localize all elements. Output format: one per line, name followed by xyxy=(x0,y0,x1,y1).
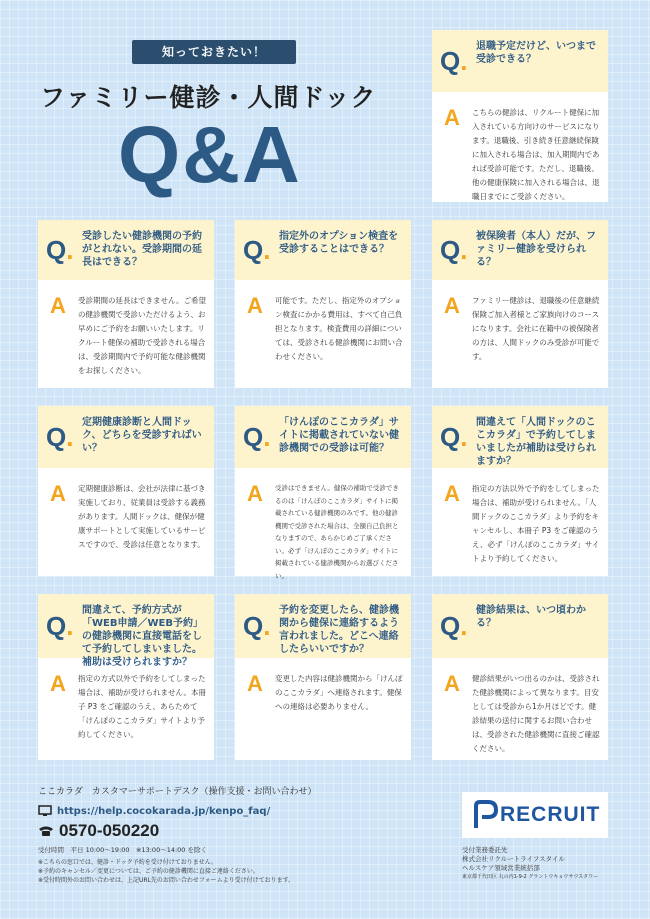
question-text: 間違えて、予約方式が「WEB申請／WEB予約」の健診機関に直接電話をして予約してしまいました。補助は受けられますか？ xyxy=(82,605,203,668)
support-footer xyxy=(38,784,458,885)
question-text: 定期健康診断と人間ドック、どちらを受診すればいい？ xyxy=(82,417,202,454)
answer-mark-icon: A xyxy=(50,293,66,318)
answer-box xyxy=(432,92,608,212)
question-text: 予約を変更したら、健診機関から健保に連絡するよう言われました。どこへ連絡したらいいですか？ xyxy=(279,605,399,655)
qa-card-extension xyxy=(38,220,214,388)
company-address: 東京都千代田区 丸の内1-9-2 グラントウキョウサウスタワー xyxy=(462,874,599,880)
answer-box xyxy=(235,468,411,590)
question-box xyxy=(432,406,608,468)
question-text: 受診したい健診機関の予約がとれない。受診期間の延長はできる？ xyxy=(82,231,202,268)
question-text: 指定外のオプション検査を受診することはできる？ xyxy=(279,231,399,255)
question-mark-icon: Q . xyxy=(440,423,467,451)
answer-box xyxy=(38,280,214,386)
qa-card-wrong-method xyxy=(38,594,214,760)
answer-mark-icon: A xyxy=(50,481,66,506)
answer-mark-icon: A xyxy=(444,481,460,506)
answer-mark-icon: A xyxy=(50,671,66,696)
answer-mark-icon: A xyxy=(247,671,263,696)
company-line: 株式会社リクルートライフスタイル xyxy=(462,855,565,863)
question-box xyxy=(432,30,608,92)
question-box xyxy=(235,406,411,468)
question-box xyxy=(38,406,214,468)
url-row xyxy=(38,805,458,817)
footer-notes xyxy=(38,858,458,885)
question-mark-icon: Q . xyxy=(243,423,270,451)
footer-note: ※受付時間外のお問い合わせは、上記URL先のお問い合わせフォームより受け付けております。 xyxy=(38,877,295,884)
answer-mark-icon: A xyxy=(444,671,460,696)
question-box xyxy=(235,594,411,658)
question-mark-icon: Q . xyxy=(243,612,270,640)
qa-card-option xyxy=(235,220,411,388)
header-badge: 知っておきたい！ xyxy=(132,40,296,64)
recruit-logo-text: RECRUIT xyxy=(500,803,601,826)
question-mark-icon: Q . xyxy=(243,236,270,264)
question-box xyxy=(432,220,608,280)
question-mark-icon: Q . xyxy=(46,423,73,451)
question-box xyxy=(38,594,214,668)
question-mark-icon: Q . xyxy=(46,236,73,264)
support-phone-number[interactable]: 0570-050220 xyxy=(59,821,160,840)
question-text: 被保険者（本人）だが、ファミリー健診を受けられる？ xyxy=(476,231,596,268)
question-mark-icon: Q . xyxy=(440,47,467,75)
question-text: 間違えて「人間ドックのここカラダ」で予約してしまいましたが補助は受けられますか？ xyxy=(476,417,596,467)
question-box xyxy=(38,220,214,280)
question-box xyxy=(432,594,608,658)
answer-text: 変更した内容は健診機関から「けんぽのここカラダ」へ連絡されます。健保への連絡は必要ありません。 xyxy=(275,674,403,711)
recruit-logo-mark-icon xyxy=(472,800,498,830)
support-desk-label: ここカラダ カスタマーサポートデスク（操作支援・お問い合わせ） xyxy=(38,787,317,797)
answer-box xyxy=(235,280,411,372)
answer-text: 指定の方法以外で予約をしてしまった場合は、補助が受けられません。「人間ドックのここカラダ」より予約をキャンセルし、本冊子 P3 をご確認のうえ、必ず「けんぽのここカラダ」サイトより予約してください。 xyxy=(472,484,600,563)
answer-mark-icon: A xyxy=(444,293,460,318)
answer-box xyxy=(235,658,411,722)
answer-text: こちらの健診は、リクルート健保に加入されている方向けのサービスになります。退職後、引き続き任意継続保険に加入される場合は、加入期間内であれば受診可能です。ただし、退職後、他の健康保険に加入される場合は、退職日までにご受診ください。 xyxy=(472,108,600,201)
answer-box xyxy=(38,658,214,750)
answer-mark-icon: A xyxy=(247,293,263,318)
answer-mark-icon: A xyxy=(444,105,460,130)
company-line: 受付業務委託先 xyxy=(462,846,508,854)
answer-mark-icon: A xyxy=(247,481,263,506)
page-title: ファミリー健診・人間ドック xyxy=(40,83,377,112)
qa-card-results xyxy=(432,594,608,760)
question-mark-icon: Q . xyxy=(440,236,467,264)
answer-text: 指定の方式以外で予約をしてしまった場合は、補助が受けられません。本冊子 P3 をご確認のうえ、あらためて「けんぽのここカラダ」サイトより予約してください。 xyxy=(78,674,206,739)
footer-note: ※こちらの窓口では、健診・ドック予約を受け付けておりません。 xyxy=(38,859,218,866)
qa-card-checkup-choice xyxy=(38,406,214,576)
qa-heading: Q&A xyxy=(118,110,302,199)
answer-box xyxy=(38,468,214,560)
answer-text: 健診結果がいつ出るのかは、受診された健診機関によって異なります。目安としては受診から1か月ほどです。健診結果の送付に関するお問い合わせは、受診された健診機関に直接ご確認ください。 xyxy=(472,674,600,753)
qa-card-insured xyxy=(432,220,608,388)
support-url-link[interactable]: https://help.cocokarada.jp/kenpo_faq/ xyxy=(57,805,271,817)
company-line: ヘルスケア領域営業統括部 xyxy=(462,864,540,872)
answer-text: 受診期間の延長はできません。ご希望の健診機関で受診いただけるよう、お早めにご予約をお願いいたします。リクルート健保の補助で受診される場合は、受診期間内で予約可能な健診機関をお探しください。 xyxy=(78,296,206,375)
question-text: 健診結果は、いつ頃わかる？ xyxy=(476,605,586,629)
answer-text: 可能です。ただし、指定外のオプション検査にかかる費用は、すべて自己負担となります。検査費用の詳細については、受診される健診機関にお問い合わせください。 xyxy=(275,296,403,361)
question-text: 退職予定だけど、いつまで受診できる？ xyxy=(476,41,596,65)
qa-card-unlisted-facility xyxy=(235,406,411,580)
question-box xyxy=(235,220,411,280)
qa-card-wrong-site xyxy=(432,406,608,576)
answer-box xyxy=(432,280,608,372)
question-mark-icon: Q . xyxy=(440,612,467,640)
recruit-logo xyxy=(462,792,608,838)
answer-box xyxy=(432,468,608,574)
answer-text: ファミリー健診は、退職後の任意継続保険ご加入者様とご家族向けのコースになります。会社に在籍中の被保険者の方は、人間ドックのみ受診が可能です。 xyxy=(472,296,600,361)
tel-row xyxy=(38,821,458,841)
support-hours: 受付時間 平日 10:00～19:00 ※13:00～14:00 を除く xyxy=(38,846,208,854)
question-text: 「けんぽのここカラダ」サイトに掲載されていない健診機関での受診は可能？ xyxy=(279,417,399,454)
footer-note: ※予約のキャンセル／変更については、ご予約の健診機関に直接ご連絡ください。 xyxy=(38,868,259,875)
company-info xyxy=(462,846,632,882)
answer-box xyxy=(432,658,608,764)
answer-text: 受診はできません。健保の補助で受診できるのは「けんぽのここカラダ」サイトに掲載されている健診機関のみです。他の健診機関で受診された場合は、全額自己負担となりますので、あらかじめご了承ください。必ず「けんぽのここカラダ」サイトに掲載されている健診機関からお選びください。 xyxy=(275,484,399,580)
answer-text: 定期健康診断は、会社が法律に基づき実施しており、従業員は受診する義務があります。人間ドックは、健保が健康サポートとして実施しているサービスですので、受診は任意となります。 xyxy=(78,484,206,549)
phone-icon xyxy=(38,825,54,837)
monitor-icon xyxy=(38,805,52,817)
question-mark-icon: Q . xyxy=(46,612,73,640)
qa-card-retirement xyxy=(432,30,608,202)
qa-card-change-contact xyxy=(235,594,411,760)
